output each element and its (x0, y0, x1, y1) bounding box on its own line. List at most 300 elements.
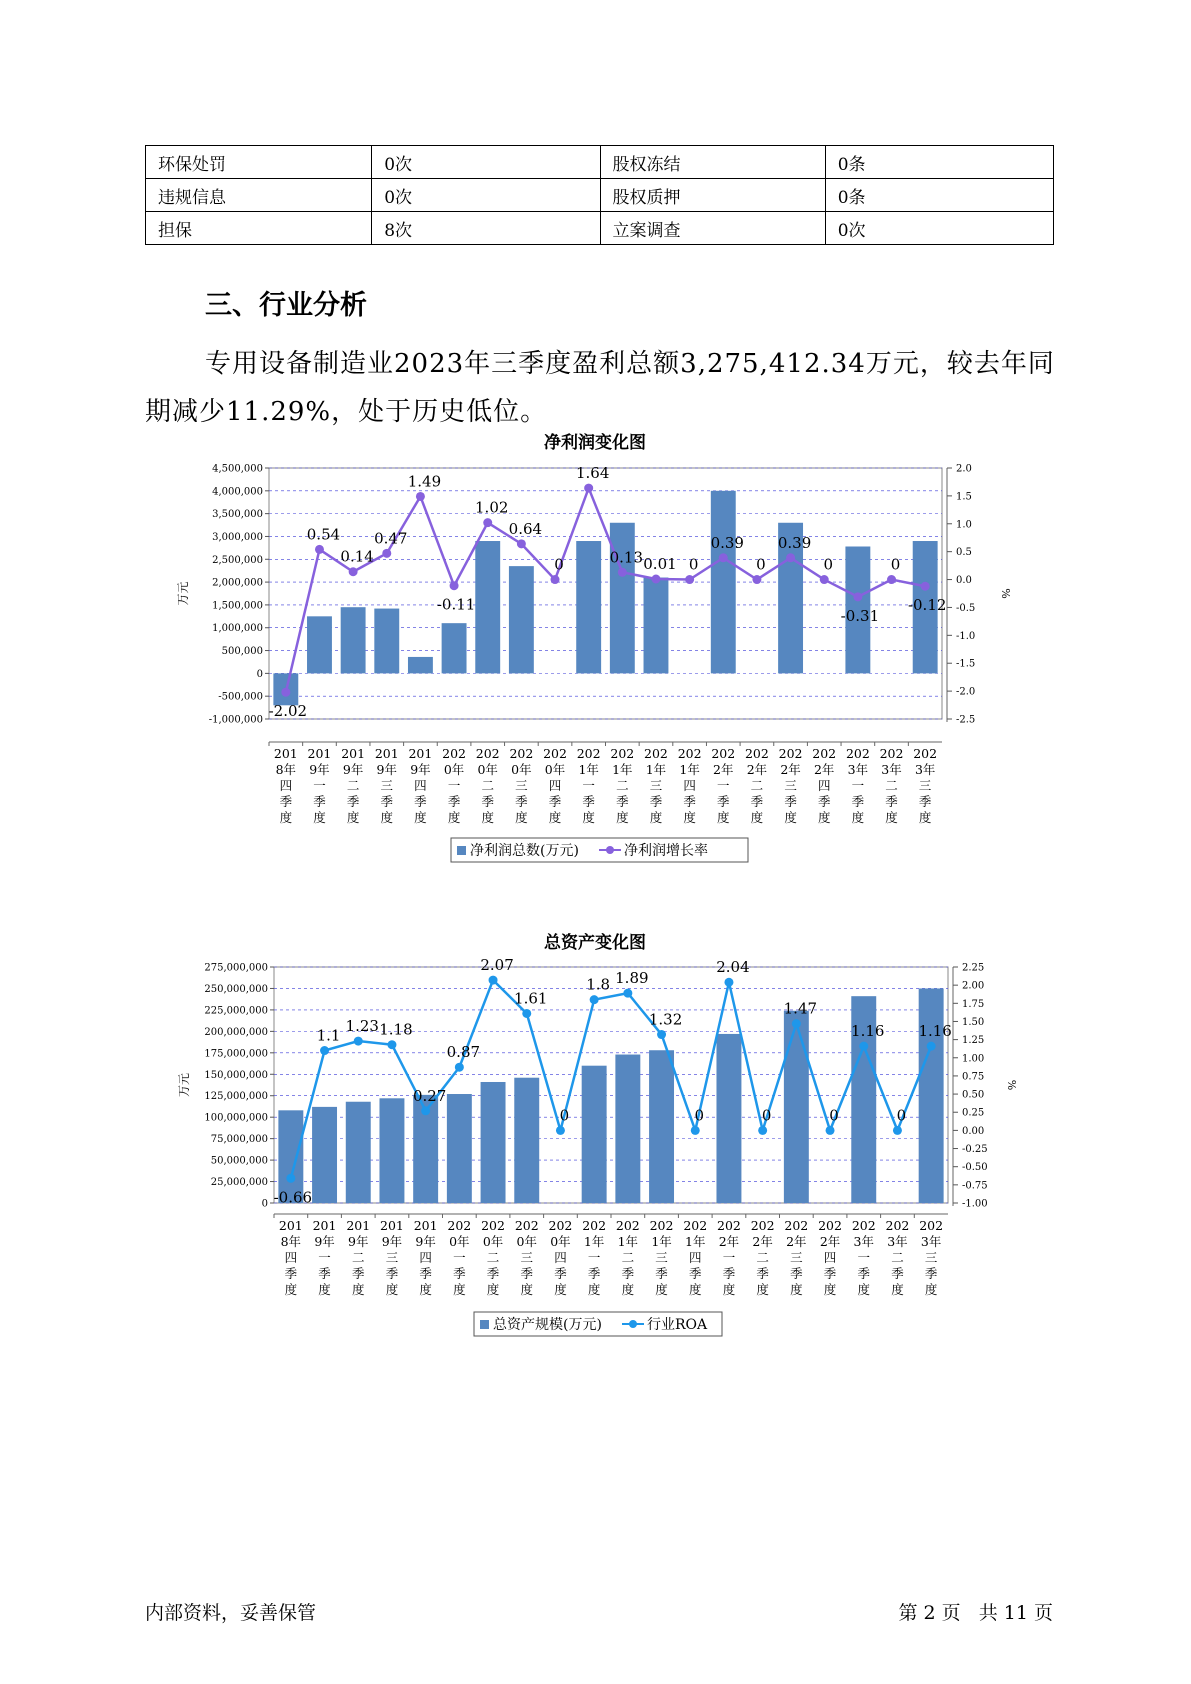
data-label: 0.01 (643, 554, 677, 573)
line-point (416, 492, 425, 501)
data-label: 1.32 (648, 1010, 683, 1029)
table-cell: 担保 (146, 212, 372, 245)
x-tick-label: 二 (351, 1250, 365, 1265)
x-tick-label: 季 (481, 794, 494, 809)
x-tick-label: 0年 (550, 1234, 571, 1249)
x-tick-label: 202 (744, 746, 769, 761)
x-tick-label: 季 (548, 794, 562, 809)
x-tick-label: 度 (554, 1282, 567, 1297)
line-point (724, 978, 733, 987)
line-point (387, 1040, 396, 1049)
data-label: 1.16 (851, 1022, 885, 1041)
left-tick-label: 125,000,000 (204, 1091, 268, 1103)
x-tick-label: 季 (419, 1266, 432, 1281)
data-label: 0 (890, 555, 901, 574)
x-tick-label: 202 (610, 746, 635, 761)
line-point (927, 1042, 936, 1051)
bar (341, 607, 366, 673)
right-tick-label: 0.00 (962, 1125, 985, 1137)
x-tick-label: 一 (587, 1250, 601, 1265)
x-tick-label: 3年 (853, 1234, 874, 1249)
x-tick-label: 3年 (920, 1234, 942, 1249)
footer-right: 第 2 页 共 11 页 (898, 1602, 1053, 1624)
x-tick-label: 202 (576, 746, 601, 761)
table-cell: 环保处罚 (146, 146, 372, 179)
line-point (349, 567, 358, 576)
left-tick-label: 3,500,000 (212, 509, 263, 521)
data-label: 2.04 (716, 958, 750, 977)
data-label: 1.1 (316, 1026, 341, 1045)
x-tick-label: 度 (722, 1282, 736, 1297)
x-tick-label: 度 (520, 1282, 534, 1297)
x-tick-label: 三 (385, 1250, 399, 1265)
total-assets-chart-svg (145, 955, 1045, 1365)
left-tick-label: 3,000,000 (212, 531, 263, 543)
x-tick-label: 季 (554, 1266, 567, 1281)
x-tick-label: 一 (582, 778, 595, 793)
x-tick-label: 四 (823, 1250, 837, 1265)
line-point (517, 539, 526, 548)
x-tick-label: 度 (587, 1282, 601, 1297)
x-tick-label: 3年 (881, 762, 902, 777)
legend-bar-label: 净利润总数(万元) (470, 843, 579, 859)
x-tick-label: 201 (312, 1218, 337, 1233)
x-tick-label: 季 (616, 794, 629, 809)
data-label: 1.61 (514, 989, 548, 1008)
x-tick-label: 201 (346, 1218, 371, 1233)
x-tick-label: 季 (351, 1266, 365, 1281)
data-label: -0.11 (436, 595, 476, 614)
x-tick-label: 季 (313, 794, 326, 809)
net-profit-chart (145, 425, 1045, 859)
line-point (887, 575, 896, 584)
x-tick-label: 度 (419, 1282, 432, 1297)
data-label: 0 (823, 555, 833, 574)
x-tick-label: 3年 (914, 762, 936, 777)
data-label: 0.39 (710, 533, 744, 552)
right-tick-label: -1.5 (956, 658, 976, 670)
x-tick-label: 202 (442, 746, 467, 761)
x-tick-label: 季 (587, 1266, 601, 1281)
x-tick-label: 季 (891, 1266, 904, 1281)
x-tick-label: 202 (919, 1218, 944, 1233)
x-tick-label: 度 (380, 810, 394, 825)
data-label: 0.87 (446, 1043, 481, 1062)
bar (615, 1055, 640, 1203)
x-tick-label: 季 (385, 1266, 399, 1281)
x-tick-label: 0年 (516, 1234, 537, 1249)
line-point (286, 1174, 295, 1183)
right-axis-label: % (999, 588, 1012, 599)
x-tick-label: 201 (307, 746, 332, 761)
x-tick-label: 202 (475, 746, 500, 761)
x-tick-label: 202 (677, 746, 702, 761)
x-tick-label: 度 (318, 1282, 331, 1297)
footer-left: 内部资料，妥善保管 (145, 1602, 317, 1624)
bar (919, 988, 944, 1203)
legend-line-marker (629, 1320, 637, 1328)
x-tick-label: 二 (891, 1250, 904, 1265)
x-tick-label: 202 (649, 1218, 674, 1233)
left-axis-label: 万元 (177, 1072, 191, 1098)
plot-area (269, 468, 942, 719)
line-point (556, 1126, 565, 1135)
line-point (651, 574, 660, 583)
bar (481, 1082, 506, 1203)
data-label: 0 (756, 555, 766, 574)
x-tick-label: 度 (284, 1282, 298, 1297)
left-tick-label: 200,000,000 (204, 1026, 268, 1038)
x-tick-label: 0年 (449, 1234, 470, 1249)
bar (716, 1034, 741, 1203)
x-tick-label: 1年 (685, 1234, 706, 1249)
table-cell: 8次 (372, 212, 600, 245)
total-assets-chart (145, 925, 1045, 1350)
data-label: -2.02 (268, 702, 308, 721)
data-label: 0 (559, 1106, 570, 1125)
chart-title: 净利润变化图 (544, 433, 646, 453)
right-tick-label: -2.5 (956, 714, 976, 726)
x-tick-label: 202 (543, 746, 567, 761)
x-tick-label: 度 (717, 810, 730, 825)
x-tick-label: 0年 (544, 762, 566, 777)
x-tick-label: 三 (380, 778, 394, 793)
x-tick-label: 一 (447, 778, 461, 793)
x-tick-label: 季 (380, 794, 394, 809)
data-label: 0 (761, 1106, 772, 1125)
x-tick-label: 三 (918, 778, 932, 793)
x-tick-label: 度 (351, 1282, 365, 1297)
x-tick-label: 季 (486, 1266, 500, 1281)
x-tick-label: 季 (515, 794, 528, 809)
x-tick-label: 0年 (482, 1234, 504, 1249)
line-point (382, 549, 391, 558)
x-tick-label: 四 (284, 1250, 298, 1265)
left-tick-label: 500,000 (221, 646, 263, 658)
x-tick-label: 9年 (314, 1234, 335, 1249)
line-point (522, 1009, 531, 1018)
x-tick-label: 季 (279, 794, 293, 809)
x-tick-label: 2年 (718, 1234, 740, 1249)
left-tick-label: 4,000,000 (212, 486, 263, 498)
x-tick-label: 季 (621, 1266, 635, 1281)
x-tick-label: 201 (380, 1218, 404, 1233)
data-label: 1.47 (783, 999, 818, 1018)
x-tick-label: 季 (520, 1266, 534, 1281)
left-tick-label: 0 (261, 1198, 268, 1210)
x-tick-label: 四 (683, 778, 696, 793)
x-tick-label: 度 (447, 810, 461, 825)
left-tick-label: 50,000,000 (210, 1155, 268, 1167)
x-tick-label: 9年 (342, 762, 364, 777)
line-point (590, 995, 599, 1004)
x-tick-label: 202 (784, 1218, 809, 1233)
right-tick-label: 2.0 (956, 463, 972, 475)
left-tick-label: 25,000,000 (210, 1177, 268, 1189)
bar (346, 1102, 371, 1203)
x-tick-label: 季 (453, 1266, 466, 1281)
right-tick-label: 0.5 (956, 547, 972, 559)
bar (711, 491, 736, 674)
right-tick-label: -0.50 (962, 1162, 988, 1174)
line-point (489, 976, 498, 985)
x-tick-label: 四 (554, 1250, 567, 1265)
x-tick-label: 三 (655, 1250, 668, 1265)
x-tick-label: 度 (851, 810, 865, 825)
x-tick-label: 度 (891, 1282, 904, 1297)
x-tick-label: 度 (313, 810, 326, 825)
x-tick-label: 2年 (780, 762, 801, 777)
x-tick-label: 202 (514, 1218, 539, 1233)
right-tick-label: -0.25 (962, 1144, 988, 1156)
right-tick-label: 0.50 (962, 1089, 985, 1101)
x-tick-label: 三 (790, 1250, 803, 1265)
x-tick-label: 季 (817, 794, 831, 809)
data-label: 0.13 (609, 548, 644, 567)
line-point (752, 575, 761, 584)
line-point (691, 1126, 700, 1135)
x-tick-label: 度 (823, 1282, 837, 1297)
x-tick-label: 三 (784, 778, 797, 793)
x-tick-label: 季 (655, 1266, 668, 1281)
x-tick-label: 季 (318, 1266, 331, 1281)
table-row (146, 212, 1054, 245)
left-tick-label: 75,000,000 (210, 1134, 268, 1146)
line-point (618, 568, 627, 577)
x-tick-label: 202 (812, 746, 837, 761)
left-tick-label: 4,500,000 (212, 463, 263, 475)
x-tick-label: 季 (823, 1266, 837, 1281)
x-tick-label: 1年 (617, 1234, 639, 1249)
x-tick-label: 度 (756, 1282, 769, 1297)
x-tick-label: 201 (273, 746, 298, 761)
table-cell: 违规信息 (146, 179, 372, 212)
bar (379, 1098, 404, 1203)
x-tick-label: 季 (582, 794, 595, 809)
line-point (826, 1126, 835, 1135)
x-tick-label: 三 (520, 1250, 534, 1265)
x-tick-label: 一 (851, 778, 865, 793)
table-cell: 0次 (825, 212, 1053, 245)
x-tick-label: 201 (341, 746, 366, 761)
x-tick-label: 1年 (645, 762, 667, 777)
bar (447, 1094, 472, 1203)
x-tick-label: 201 (408, 746, 433, 761)
x-tick-label: 度 (918, 810, 932, 825)
x-tick-label: 202 (750, 1218, 775, 1233)
x-tick-label: 9年 (376, 762, 398, 777)
legend-bar-swatch (457, 846, 466, 855)
table-cell: 股权质押 (600, 179, 825, 212)
x-tick-label: 202 (885, 1218, 910, 1233)
x-tick-label: 度 (621, 1282, 635, 1297)
data-label: 1.18 (379, 1020, 413, 1039)
x-tick-label: 四 (548, 778, 562, 793)
left-tick-label: 225,000,000 (204, 1005, 268, 1017)
line-point (320, 1046, 329, 1055)
x-tick-label: 一 (453, 1250, 466, 1265)
left-tick-label: 175,000,000 (204, 1048, 268, 1060)
analysis-paragraph: 专用设备制造业2023年三季度盈利总额3,275,412.34万元，较去年同期减少11.29%，处于历史低位。 (145, 349, 1055, 427)
x-tick-label: 季 (683, 794, 696, 809)
line-point (859, 1042, 868, 1051)
right-tick-label: 1.00 (962, 1053, 985, 1065)
x-tick-label: 度 (857, 1282, 871, 1297)
section-title: 三、行业分析 (205, 290, 367, 321)
x-tick-label: 202 (717, 1218, 741, 1233)
x-tick-label: 1年 (679, 762, 700, 777)
data-label: 0 (688, 555, 699, 574)
bar (307, 616, 332, 673)
bar (509, 566, 534, 673)
right-tick-label: 0.25 (962, 1107, 985, 1119)
x-tick-label: 202 (481, 1218, 505, 1233)
x-tick-label: 度 (453, 1282, 466, 1297)
right-tick-label: -2.0 (956, 686, 976, 698)
x-tick-label: 四 (688, 1250, 702, 1265)
right-tick-label: 0.75 (962, 1071, 985, 1083)
x-tick-label: 202 (447, 1218, 472, 1233)
x-tick-label: 季 (784, 794, 797, 809)
x-tick-label: 季 (284, 1266, 298, 1281)
data-label: 0.54 (306, 525, 341, 544)
line-point (719, 553, 728, 562)
x-tick-label: 一 (722, 1250, 736, 1265)
x-tick-label: 9年 (309, 762, 330, 777)
x-tick-label: 9年 (381, 1234, 403, 1249)
x-tick-label: 二 (486, 1250, 500, 1265)
line-point (685, 575, 694, 584)
line-point (820, 575, 829, 584)
line-point (455, 1063, 464, 1072)
data-label: 1.02 (475, 498, 509, 517)
right-axis-label: % (1005, 1079, 1018, 1091)
x-tick-label: 度 (885, 810, 898, 825)
x-tick-label: 一 (313, 778, 326, 793)
x-tick-label: 二 (481, 778, 494, 793)
line-point (623, 989, 632, 998)
data-label: 1.8 (586, 975, 611, 994)
bar (784, 1011, 809, 1203)
table-cell: 0次 (372, 146, 600, 179)
x-tick-label: 2年 (813, 762, 835, 777)
x-tick-label: 季 (722, 1266, 736, 1281)
right-tick-label: 2.00 (962, 980, 985, 992)
bar (610, 523, 635, 674)
x-tick-label: 2年 (746, 762, 768, 777)
x-tick-label: 度 (481, 810, 494, 825)
x-tick-label: 0年 (511, 762, 532, 777)
bar (442, 623, 467, 673)
line-point (758, 1126, 767, 1135)
x-tick-label: 202 (615, 1218, 640, 1233)
x-tick-label: 202 (851, 1218, 876, 1233)
x-tick-label: 度 (817, 810, 831, 825)
net-profit-chart-svg (145, 455, 1045, 865)
x-tick-label: 度 (790, 1282, 803, 1297)
x-tick-label: 度 (784, 810, 797, 825)
x-tick-label: 二 (756, 1250, 769, 1265)
line-point (657, 1030, 666, 1039)
line-point (893, 1126, 902, 1135)
x-tick-label: 度 (548, 810, 562, 825)
x-tick-label: 季 (414, 794, 427, 809)
x-tick-label: 2年 (752, 1234, 773, 1249)
x-tick-label: 三 (924, 1250, 938, 1265)
x-tick-label: 1年 (612, 762, 633, 777)
left-tick-label: 1,500,000 (212, 600, 263, 612)
x-tick-label: 季 (649, 794, 663, 809)
table-cell: 0条 (825, 146, 1053, 179)
x-tick-label: 度 (688, 1282, 702, 1297)
x-tick-label: 二 (750, 778, 764, 793)
x-tick-label: 202 (509, 746, 534, 761)
table-cell: 股权冻结 (600, 146, 825, 179)
x-tick-label: 度 (385, 1282, 399, 1297)
left-tick-label: -500,000 (218, 691, 263, 703)
data-label: -0.66 (273, 1188, 313, 1207)
x-tick-label: 二 (621, 1250, 635, 1265)
x-tick-label: 3年 (847, 762, 869, 777)
data-label: 1.49 (407, 472, 442, 491)
legend-bar-swatch (480, 1320, 489, 1329)
x-tick-label: 度 (655, 1282, 668, 1297)
data-label: -0.31 (840, 606, 880, 625)
x-tick-label: 202 (711, 746, 736, 761)
risk-info-table (145, 145, 1054, 245)
data-label: 1.23 (345, 1017, 379, 1036)
x-tick-label: 201 (278, 1218, 303, 1233)
x-tick-label: 2年 (713, 762, 734, 777)
x-tick-label: 度 (279, 810, 293, 825)
x-tick-label: 二 (616, 778, 629, 793)
line-point (551, 575, 560, 584)
x-tick-label: 202 (818, 1218, 842, 1233)
data-label: 0.27 (412, 1086, 447, 1105)
x-tick-label: 季 (717, 794, 730, 809)
x-tick-label: 202 (845, 746, 870, 761)
right-tick-label: -0.75 (962, 1180, 988, 1192)
x-tick-label: 季 (885, 794, 898, 809)
x-tick-label: 201 (374, 746, 399, 761)
bar (582, 1066, 607, 1203)
line-point (483, 518, 492, 527)
legend-line-label: 净利润增长率 (624, 843, 708, 859)
line-point (792, 1019, 801, 1028)
x-tick-label: 季 (756, 1266, 769, 1281)
x-tick-label: 二 (885, 778, 898, 793)
data-label: 1.64 (575, 464, 610, 483)
x-tick-label: 度 (346, 810, 360, 825)
data-label: 0.64 (508, 519, 543, 538)
x-tick-label: 202 (879, 746, 904, 761)
left-tick-label: 150,000,000 (204, 1069, 268, 1081)
data-label: 0 (829, 1106, 839, 1125)
left-tick-label: 275,000,000 (204, 962, 268, 974)
legend-line-marker (606, 846, 614, 854)
x-tick-label: 三 (515, 778, 528, 793)
x-tick-label: 2年 (786, 1234, 807, 1249)
x-tick-label: 季 (688, 1266, 702, 1281)
x-tick-label: 202 (644, 746, 668, 761)
table-cell: 0条 (825, 179, 1053, 212)
x-tick-label: 度 (616, 810, 629, 825)
x-tick-label: 202 (548, 1218, 573, 1233)
x-tick-label: 度 (683, 810, 696, 825)
right-tick-label: 1.75 (962, 998, 985, 1010)
x-tick-label: 季 (346, 794, 360, 809)
line-point (853, 592, 862, 601)
